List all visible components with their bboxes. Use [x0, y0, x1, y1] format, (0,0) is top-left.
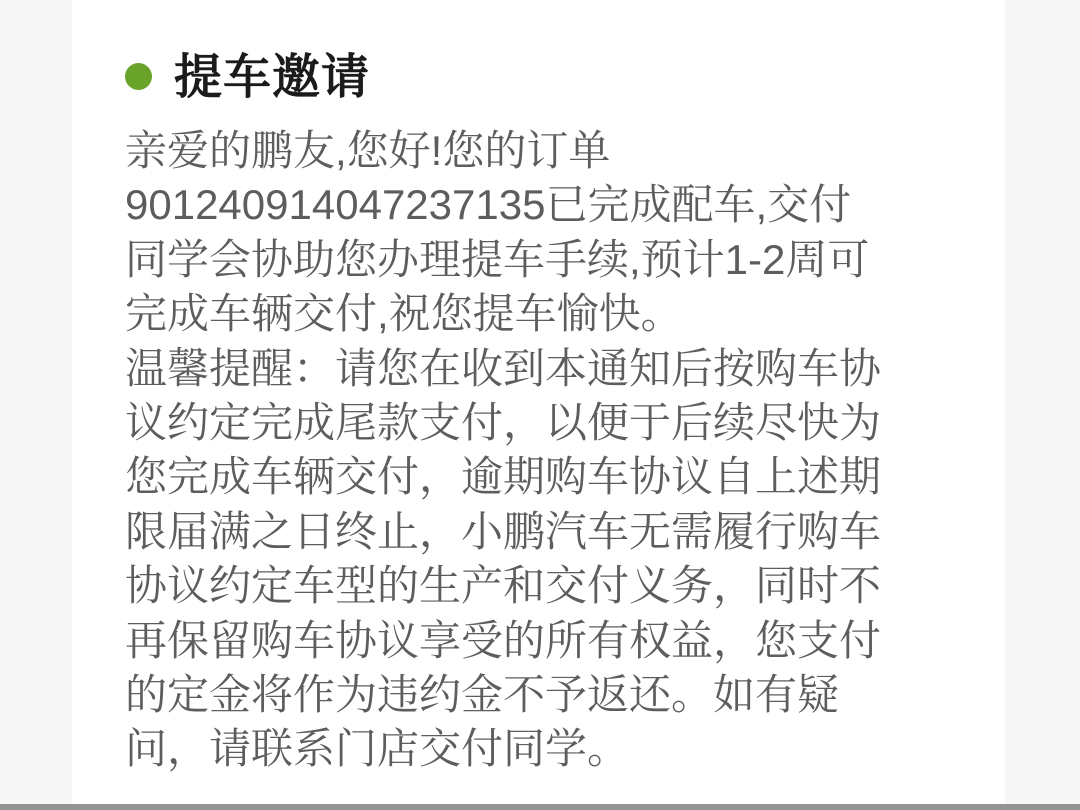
- notice-body-line: 温馨提醒：请您在收到本通知后按购车协: [125, 344, 882, 392]
- notice-body-line: 议约定完成尾款支付，以便于后续尽快为: [125, 399, 882, 447]
- notice-body-line: 亲爱的鹏友,您好!您的订单: [125, 127, 611, 174]
- notice-body-line: 再保留购车协议享受的所有权益，您支付: [125, 616, 882, 664]
- notice-body-line: 协议约定车型的生产和交付义务，同时不: [125, 562, 882, 610]
- notice-body-line: 限届满之日终止，小鹏汽车无需履行购车: [125, 507, 882, 555]
- notice-body-line: 完成车辆交付,祝您提车愉快。: [125, 290, 683, 338]
- green-bullet-icon: [125, 63, 152, 90]
- notice-body-line: 同学会协助您办理提车手续,预计1-2周可: [125, 235, 870, 283]
- message-card: [72, 0, 1005, 804]
- bottom-divider-bar: [0, 804, 1080, 810]
- notice-body: [125, 124, 955, 777]
- notice-title: 提车邀请: [174, 50, 371, 104]
- notice-body-line: 的定金将作为违约金不予返还。如有疑: [125, 671, 840, 719]
- notice-body-line: 问，请联系门店交付同学。: [125, 725, 630, 773]
- notice-body-line: 901240914047237135已完成配车,交付: [125, 181, 852, 229]
- notice-header: [125, 40, 955, 104]
- notice-body-line: 您完成车辆交付，逾期购车协议自上述期: [125, 453, 882, 501]
